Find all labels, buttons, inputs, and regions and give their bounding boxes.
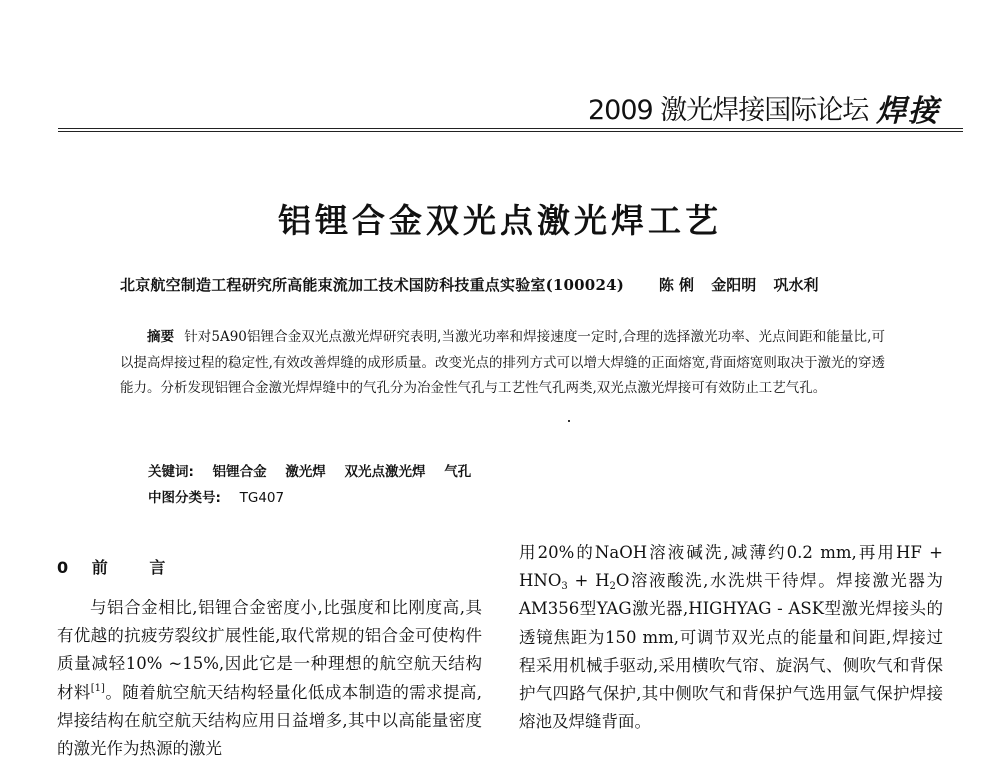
stray-dot — [568, 420, 570, 422]
body-text: 。随着航空航天结构轻量化低成本制造的需求提高,焊接结构在航空航天结构应用日益增多,其中以高能量密度的激光作为热源的激光 — [57, 682, 483, 759]
keyword: 双光点激光焊 — [344, 464, 426, 480]
affiliation: 北京航空制造工程研究所高能束流加工技术国防科技重点实验室(100024) — [120, 276, 625, 294]
section-number: 0 — [57, 558, 69, 577]
header-rule — [58, 128, 963, 132]
section-title-char: 言 — [149, 558, 166, 577]
keyword: 气孔 — [444, 464, 472, 480]
header-title: 2009 激光焊接国际论坛 — [588, 95, 869, 126]
subscript: 2 — [609, 581, 616, 593]
body-left-column — [57, 594, 482, 763]
author: 金阳明 — [711, 276, 757, 294]
classification-value: TG407 — [239, 490, 285, 506]
author-list — [659, 274, 831, 295]
citation-ref: [1] — [90, 682, 105, 694]
keyword: 激光焊 — [285, 464, 326, 480]
section-heading — [57, 555, 165, 578]
keywords-label: 关键词: — [148, 464, 194, 480]
body-text: + H — [567, 571, 610, 591]
classification-row — [148, 486, 284, 506]
author: 巩水利 — [773, 276, 819, 294]
body-text: 用20%的NaOH溶液碱洗,减薄约0.2 mm,再用HF + HNO — [519, 543, 943, 591]
journal-logo: 焊接 — [876, 94, 940, 129]
body-text: O溶液酸洗,水洗烘干待焊。焊接激光器为AM356型YAG激光器,HIGHYAG - ASK型激光焊接头的透镜焦距为150 mm,可调节双光点的能量和间距,焊接过程采用机械手驱动,采用横吹气帘、旋涡气、侧吹气和背保护气四路气保护,其中侧吹气和背保护气选用氩气保护焊接熔池及焊缝背面。 — [519, 571, 943, 732]
body-right-column — [519, 539, 943, 736]
paper-title: 铝锂合金双光点激光焊工艺 — [278, 201, 722, 240]
abstract-text: 针对5A90铝锂合金双光点激光焊研究表明,当激光功率和焊接速度一定时,合理的选择激光功率、光点间距和能量比,可以提高焊接过程的稳定性,有效改善焊缝的成形质量。改变光点的排列方式可以增大焊缝的正面熔宽,背面熔宽则取决于激光的穿透能力。分析发现铝锂合金激光焊焊缝中的气孔分为冶金性气孔与工艺性气孔两类,双光点激光焊接可有效防止工艺气孔。 — [120, 329, 886, 396]
classification-label: 中图分类号: — [148, 490, 221, 506]
keyword: 铝锂合金 — [212, 464, 267, 480]
affiliation-row — [120, 274, 900, 295]
abstract — [120, 325, 885, 402]
author: 陈 俐 — [658, 276, 695, 294]
body-text: 与铝合金相比,铝锂合金密度小,比强度和比刚度高,具有优越的抗疲劳裂纹扩展性能,取代常规的铝合金可使构件质量减轻10% ~15%,因此它是一种理想的航空航天结构材料 — [57, 598, 482, 702]
subscript: 3 — [561, 581, 568, 593]
section-title-char: 前 — [91, 558, 108, 577]
abstract-label: 摘要 — [147, 329, 175, 345]
keywords-row — [148, 460, 471, 480]
